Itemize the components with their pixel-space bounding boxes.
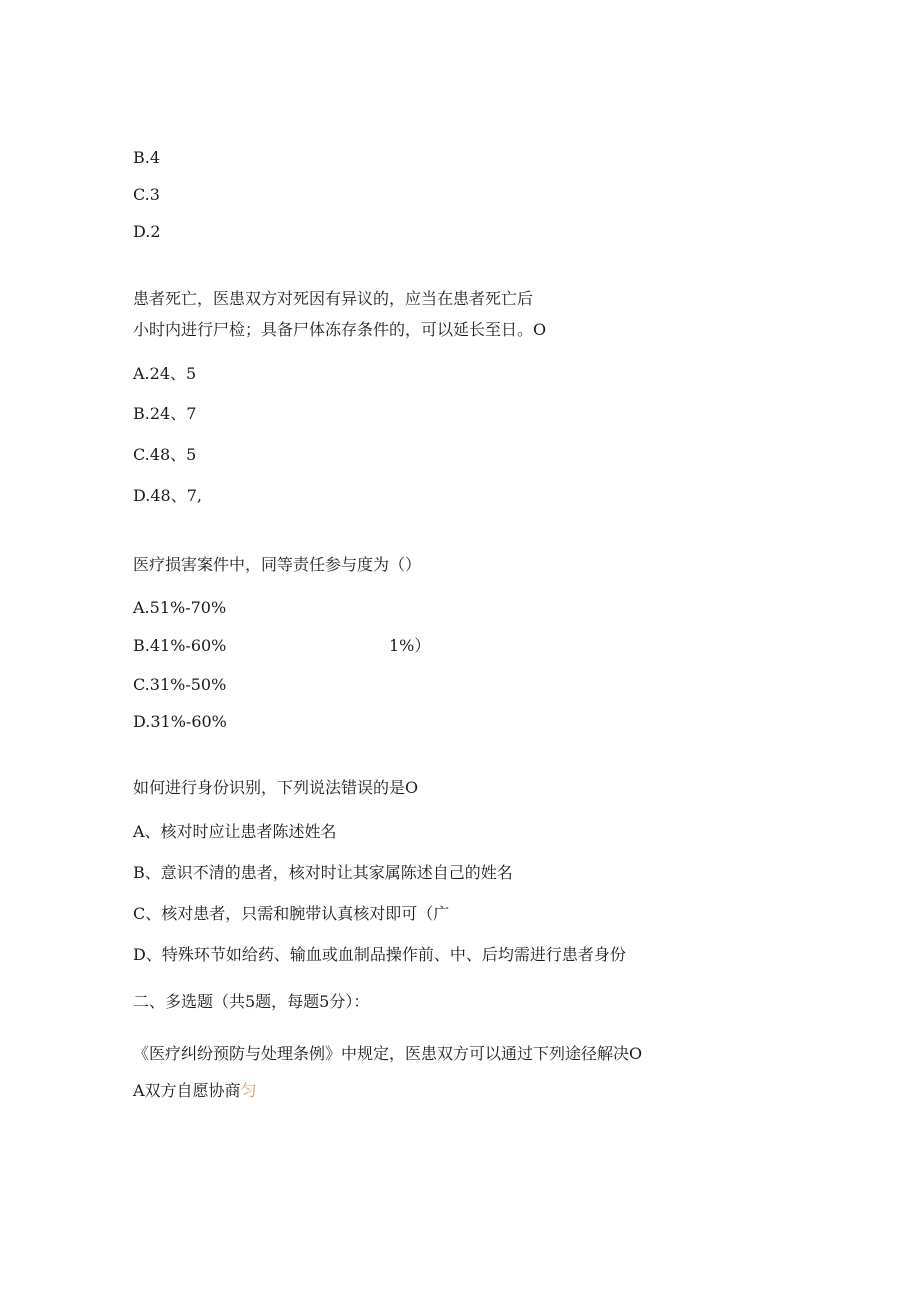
option-a: A.51%-70% (133, 598, 227, 617)
stray-text: 1%） (389, 636, 431, 655)
option-d: D.48、7, (133, 486, 202, 505)
option-b: B.24、7 (133, 404, 197, 423)
question-stem: 《医疗纠纷预防与处理条例》中规定，医患双方可以通过下列途径解决O (133, 1044, 643, 1063)
question-stem-line-1: 患者死亡，医患双方对死因有异议的，应当在患者死亡后 (133, 289, 534, 308)
option-a: A.24、5 (133, 364, 197, 383)
question-stem-line-2: 小时内进行尸检；具备尸体冻存条件的，可以延长至日。O (133, 320, 547, 339)
option-c: C.48、5 (133, 445, 197, 464)
option-c: C、核对患者，只需和腕带认真核对即可（广 (133, 904, 450, 923)
option-d: D、特殊环节如给药、输血或血制品操作前、中、后均需进行患者身份 (133, 945, 626, 964)
option-b-text: B.41%-60% (133, 636, 227, 655)
option-a (133, 1081, 257, 1101)
option-c: C.3 (133, 185, 160, 204)
section-heading: 二、多选题（共5题，每题5分）： (133, 992, 370, 1011)
option-d: D.31%-60% (133, 712, 227, 731)
option-b: B.4 (133, 148, 161, 167)
option-a-text: A双方自愿协商 (133, 1081, 241, 1100)
option-b (133, 636, 431, 656)
option-b: B、意识不清的患者，核对时让其家属陈述自己的姓名 (133, 863, 513, 882)
question-stem: 如何进行身份识别，下列说法错误的是O (133, 778, 419, 797)
option-d: D.2 (133, 222, 161, 241)
option-a: A、核对时应让患者陈述姓名 (133, 822, 337, 841)
option-c: C.31%-50% (133, 675, 227, 694)
faded-char: 匀 (240, 1081, 257, 1100)
question-stem: 医疗损害案件中，同等责任参与度为（） (133, 555, 422, 574)
